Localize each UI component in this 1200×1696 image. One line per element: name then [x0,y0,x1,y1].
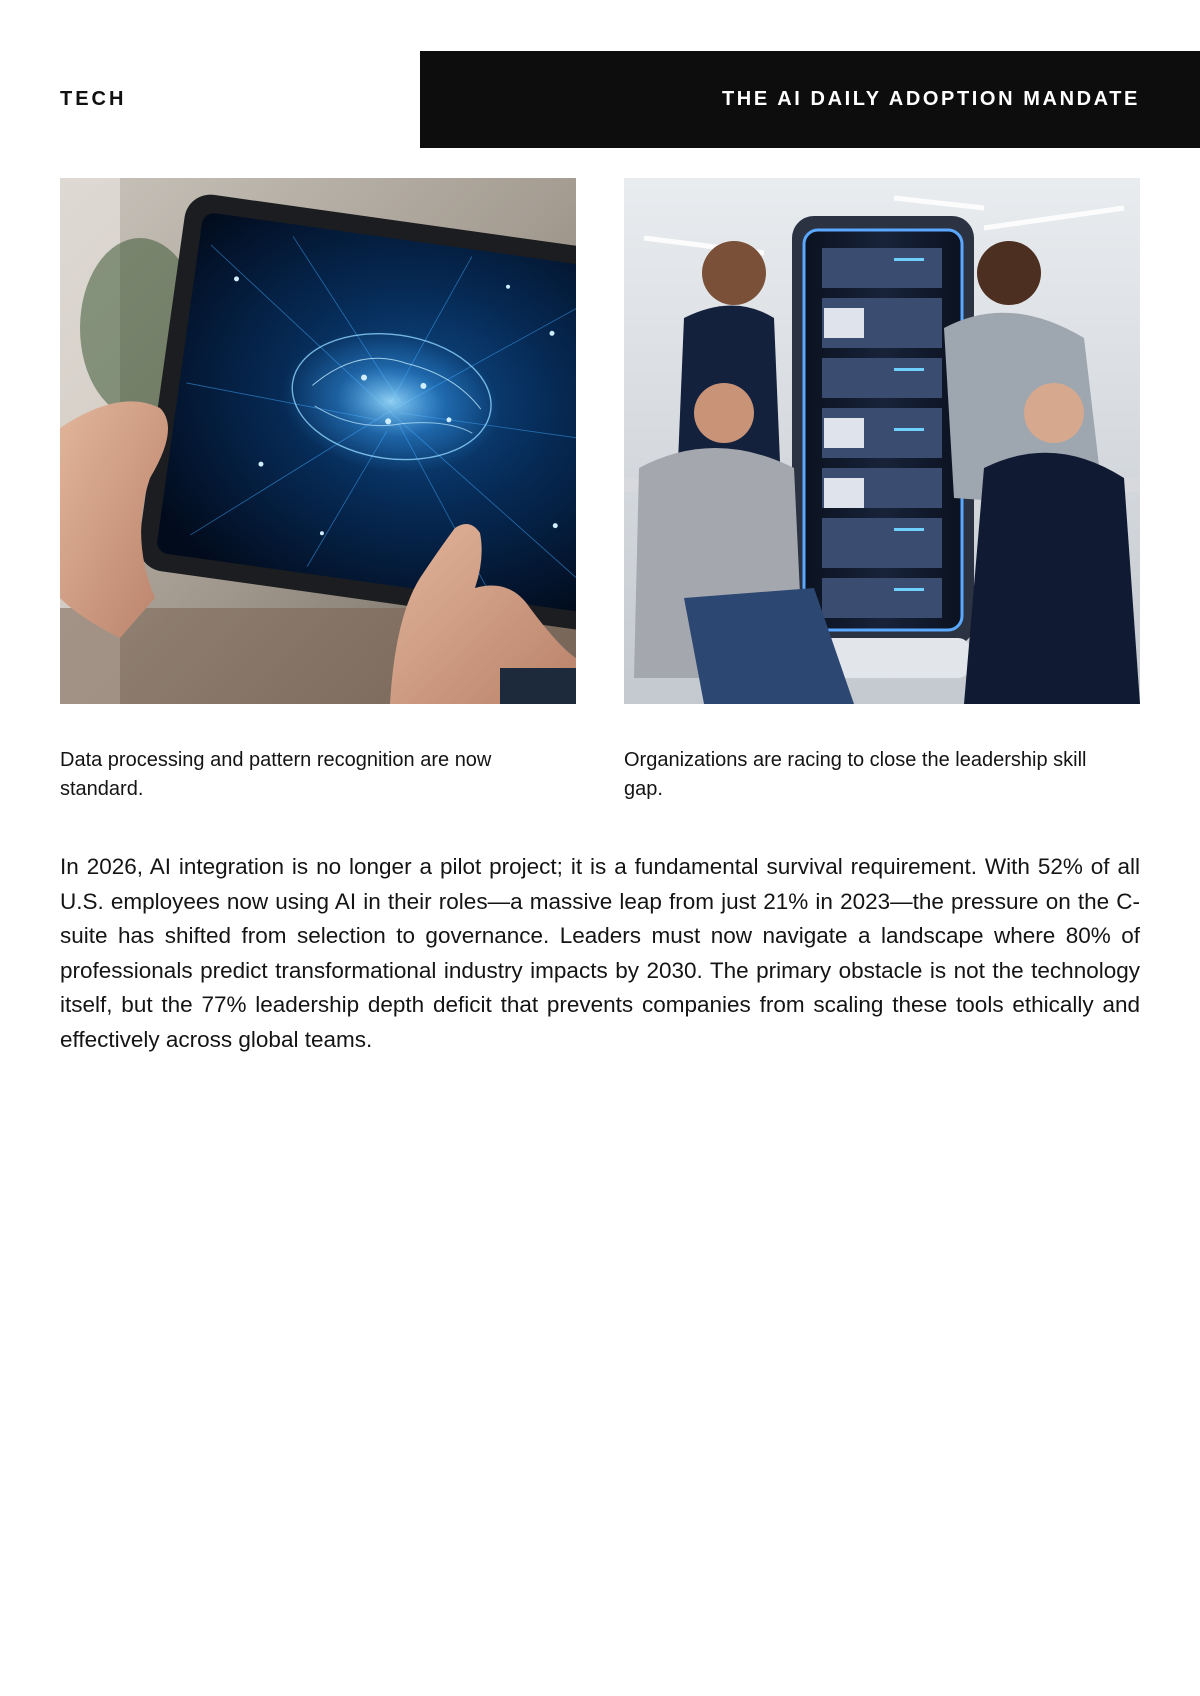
server-rack-team-image [624,178,1140,704]
tablet-brain-image [60,178,576,704]
title-banner [420,51,1200,148]
article-title: THE AI DAILY ADOPTION MANDATE [721,88,1140,110]
figure-caption-right: Organizations are racing to close the leadership skill gap. [624,749,1087,800]
figure-caption-left: Data processing and pattern recognition are now standard. [60,749,492,800]
section-label: TECH [60,88,127,110]
article-body-paragraph: In 2026, AI integration is no longer a pilot project; it is a fundamental survival requirement. With 52% of all U.S. employees now using AI in their roles—a massive leap from just 21% in 2023—the pressure on the C-suite has shifted from selection to governance. Leaders must now navigate a landscape where 80% of professionals predict transformational industry impacts by 2030. The primary obstacle is not the technology itself, but the 77% leadership depth deficit that prevents companies from scaling these tools ethically and effectively across global teams. [60,854,1140,1052]
